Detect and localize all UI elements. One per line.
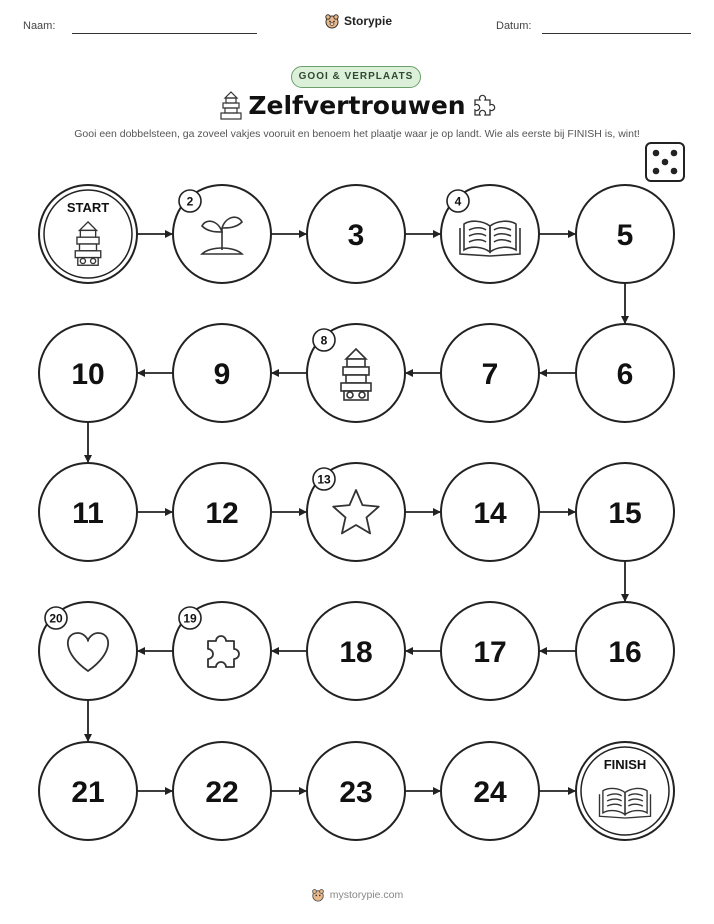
board-cell-9[interactable] — [173, 324, 271, 422]
board-cell-21[interactable] — [39, 742, 137, 840]
date-label: Datum: — [496, 20, 532, 32]
board-cell-6[interactable] — [576, 324, 674, 422]
cell-number: 8 — [320, 333, 328, 348]
board-cell-12[interactable] — [173, 463, 271, 561]
cell-number: 16 — [608, 636, 642, 669]
cell-number: 7 — [481, 358, 499, 391]
board-cell-22[interactable] — [173, 742, 271, 840]
board-cell-11[interactable] — [39, 463, 137, 561]
cell-number: 14 — [473, 497, 507, 530]
cell-number: 18 — [339, 636, 373, 669]
activity-tag: GOOI & VERPLAATS — [291, 66, 421, 88]
cell-number: 23 — [339, 776, 373, 809]
cell-number: 13 — [317, 472, 331, 487]
start-label: START — [66, 200, 110, 215]
footer — [0, 888, 714, 902]
cell-number: 19 — [183, 611, 197, 626]
board-cell-15[interactable] — [576, 463, 674, 561]
board-cell-18[interactable] — [307, 602, 405, 700]
board-cell-8[interactable] — [307, 324, 405, 422]
board-cell-19[interactable] — [173, 602, 271, 700]
board-cell-4[interactable] — [441, 185, 539, 283]
storypie-logo-icon — [311, 888, 325, 902]
board-cell-finish[interactable] — [576, 742, 674, 840]
board-cell-start[interactable] — [39, 185, 137, 283]
board-cell-20[interactable] — [39, 602, 137, 700]
board-cell-2[interactable] — [173, 185, 271, 283]
board-cell-10[interactable] — [39, 324, 137, 422]
footer-url[interactable]: mystorypie.com — [329, 889, 404, 901]
cell-number: 10 — [71, 358, 105, 391]
board-cell-7[interactable] — [441, 324, 539, 422]
name-label: Naam: — [23, 20, 56, 32]
finish-label: FINISH — [603, 757, 647, 772]
cell-number: 2 — [186, 194, 194, 209]
cell-number: 6 — [616, 358, 634, 391]
board-cell-5[interactable] — [576, 185, 674, 283]
board-cell-17[interactable] — [441, 602, 539, 700]
puzzle-piece-icon — [208, 636, 239, 667]
cell-number: 22 — [205, 776, 239, 809]
cell-number: 5 — [616, 219, 634, 252]
cell-number: 24 — [473, 776, 507, 809]
cell-number: 9 — [213, 358, 231, 391]
cell-number: 12 — [205, 497, 239, 530]
cell-number: 3 — [347, 219, 365, 252]
cell-number: 21 — [71, 776, 105, 809]
instructions: Gooi een dobbelsteen, ga zoveel vakjes vooruit en benoem het plaatje waar je op landt. Wie als eerste bij FINISH is, wint! — [74, 128, 640, 140]
page-title: Zelfvertrouwen — [248, 91, 466, 120]
board-cell-3[interactable] — [307, 185, 405, 283]
board-cell-23[interactable] — [307, 742, 405, 840]
cell-number: 15 — [608, 497, 642, 530]
cell-number: 20 — [49, 611, 63, 626]
brand-name: Storypie — [344, 14, 393, 28]
board-cell-14[interactable] — [441, 463, 539, 561]
board-cell-13[interactable] — [307, 463, 405, 561]
board-cell-16[interactable] — [576, 602, 674, 700]
cell-number: 11 — [72, 497, 104, 530]
board-cell-24[interactable] — [441, 742, 539, 840]
cell-number: 4 — [454, 194, 462, 209]
cell-number: 17 — [473, 636, 507, 669]
